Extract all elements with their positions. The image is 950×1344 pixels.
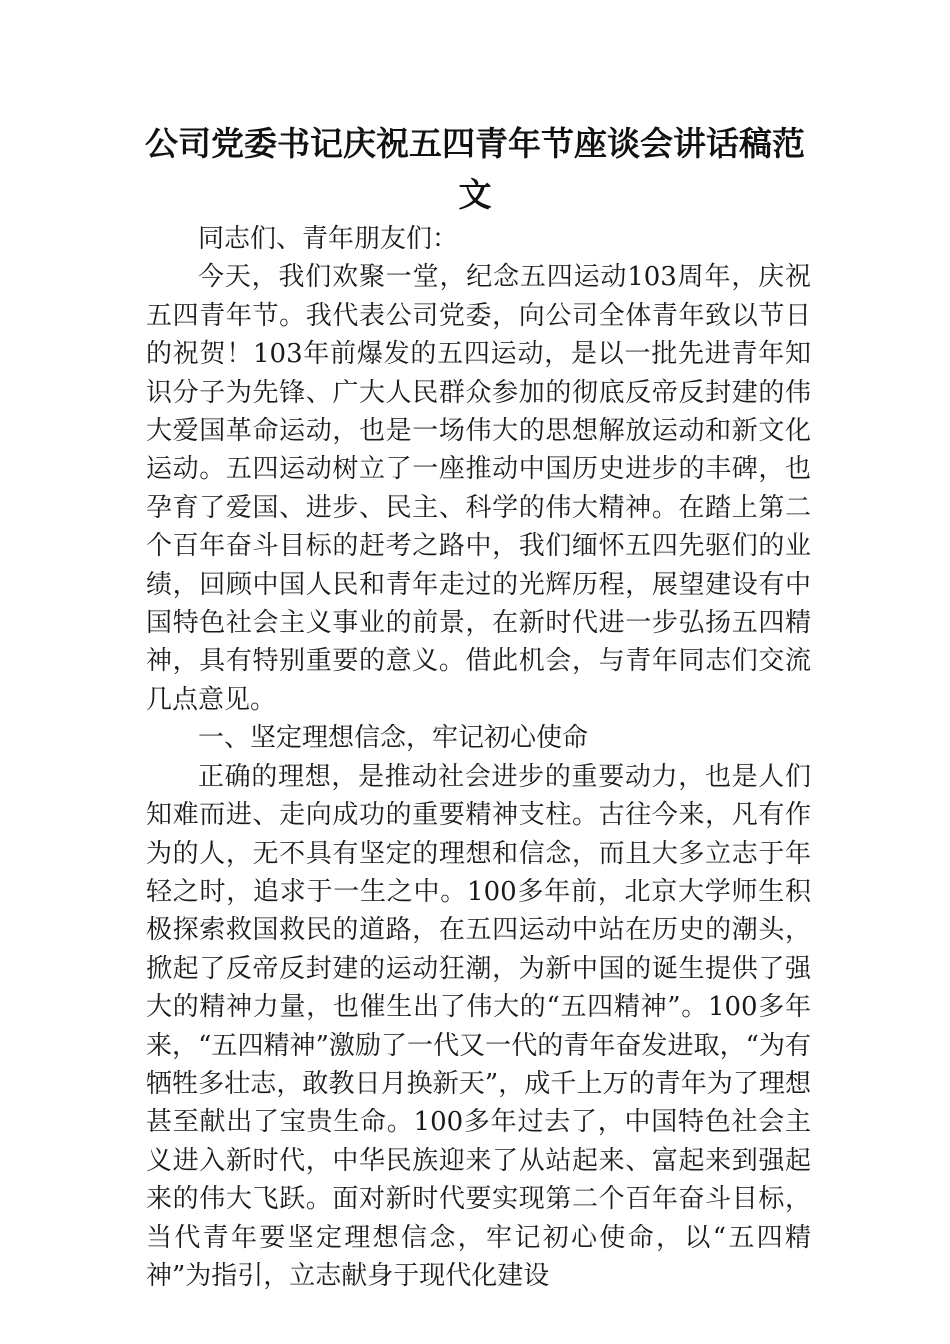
intro-paragraph: 今天，我们欢聚一堂，纪念五四运动103周年，庆祝五四青年节。我代表公司党委，向公司全体青年致以节日的祝贺！103年前爆发的五四运动，是以一批先进青年知识分子为先锋、广大人民群众参加的彻底反帝反封建的伟大爱国革命运动，也是一场伟大的思想解放运动和新文化运动。五四运动树立了一座推动中国历史进步的丰碑，也孕育了爱国、进步、民主、科学的伟大精神。在踏上第二个百年奋斗目标的赶考之路中，我们缅怀五四先驱们的业绩，回顾中国人民和青年走过的光辉历程，展望建设有中国特色社会主义事业的前景，在新时代进一步弘扬五四精神，具有特别重要的意义。借此机会，与青年同志们交流几点意见。 <box>146 262 811 715</box>
greeting-paragraph: 同志们、青年朋友们： <box>198 224 459 254</box>
document-body <box>146 220 811 1295</box>
document-title: 公司党委书记庆祝五四青年节座谈会讲话稿范文 <box>145 124 805 214</box>
section-paragraph: 正确的理想，是推动社会进步的重要动力，也是人们知难而进、走向成功的重要精神支柱。古往今来，凡有作为的人，无不具有坚定的理想和信念，而且大多立志于年轻之时，追求于一生之中。100多年前，北京大学师生积极探索救国救民的道路，在五四运动中站在历史的潮头，掀起了反帝反封建的运动狂潮，为新中国的诞生提供了强大的精神力量，也催生出了伟大的“五四精神”。100多年来，“五四精神”激励了一代又一代的青年奋发进取，“为有牺牲多壮志，敢教日月换新天”，成千上万的青年为了理想甚至献出了宝贵生命。100多年过去了，中国特色社会主义进入新时代，中华民族迎来了从站起来、富起来到强起来的伟大飞跃。面对新时代要实现第二个百年奋斗目标，当代青年要坚定理想信念，牢记初心使命，以“五四精神”为指引，立志献身于现代化建设 <box>146 761 811 1291</box>
section-heading: 一、坚定理想信念，牢记初心使命 <box>198 723 589 754</box>
